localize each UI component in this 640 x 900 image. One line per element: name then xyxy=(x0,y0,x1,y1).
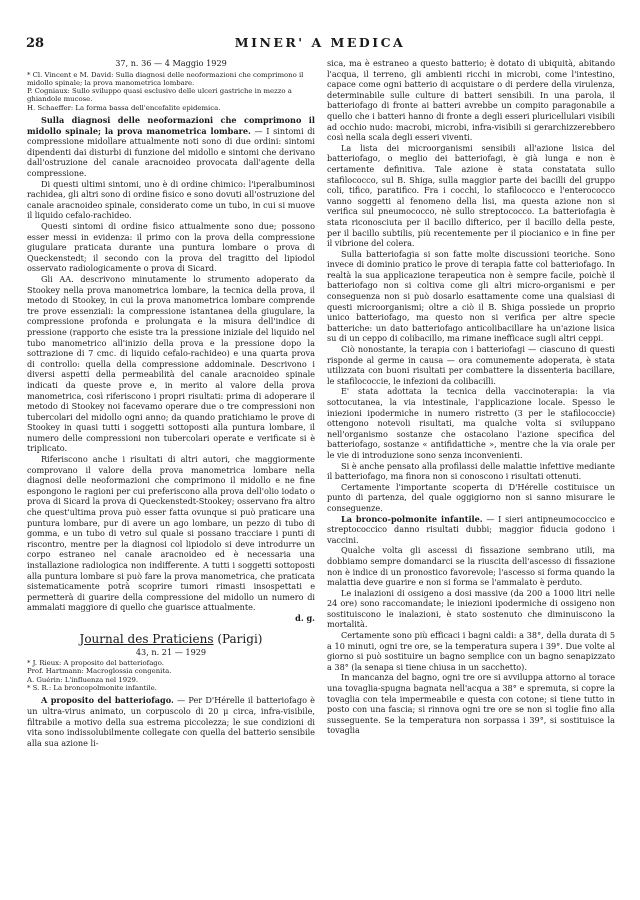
running-head: MINER' A MEDICA xyxy=(234,35,406,50)
article-paragraph: Le inalazioni di ossigeno a dosi massive (da 200 a 1000 litri nelle 24 ore) sono raccomandate; le iniezioni ipodermiche di ossigeno non sostituiscono le inalazioni, è stato sostenuto che diminuiscono la mortalità. xyxy=(327,587,615,630)
author-signature: d. g. xyxy=(295,612,315,623)
table-of-contents xyxy=(27,71,315,112)
article-text: — I sintomi di compressione midollare attualmente noti sono di due ordini: sintomi dipendenti dai disturbi di funzione del midollo e sintomi che derivano dall'ostruzione del canale aracnoideo provocata dall'agente della compressione. xyxy=(27,125,316,179)
page-number: 28 xyxy=(26,36,45,51)
contents-item: Prof. Hartmann: Macroglossia congenita. xyxy=(27,667,172,676)
article-paragraph: Qualche volta gli ascessi di fissazione sembrano utili, ma dobbiamo sempre domandarci se la riuscita dell'ascesso di fissazione non è indice di un pronostico favorevole; l'ascesso si forma quando la malattia deve guarire e non si forma se l'ammalato è perduto. xyxy=(327,545,615,588)
contents-item: * Cl. Vincent e M. David: Sulla diagnosi delle neoformazioni che comprimono il midollo spinale; la prova manometrica lombare. xyxy=(27,70,304,87)
article-paragraph: Certamente sono più efficaci i bagni caldi: a 38°, della durata di 5 a 10 minuti, ogni tre ore, se la temperatura supera i 39°. Due volte al giorno si può sostituire un bagno semplice con un bagno senapizzato a 38° (la senapa si tiene chiusa in un sacchetto). xyxy=(327,630,615,672)
journal-title xyxy=(27,632,315,646)
contents-item: P. Cogniaux: Sullo sviluppo quasi esclusivo delle ulceri gastriche in mezzo a ghiandole mucose. xyxy=(27,87,292,104)
article-paragraph: Di questi ultimi sintomi, uno è di ordine chimico: l'iperalbuminosi rachidea, gli altri sono di ordine fisico e sono dovuti all'ostruzione del canale aracnoideo spinale, considerato come un tubo, in cui si muove il liquido cefalo-rachideo. xyxy=(27,178,315,221)
issue-line: 37, n. 36 — 4 Maggio 1929 xyxy=(115,58,227,68)
article-paragraph xyxy=(27,695,315,748)
article-heading: Sulla diagnosi delle neoformazioni che comprimono il midollo spinale; la prova manometrica lombare. xyxy=(27,115,315,136)
left-column xyxy=(27,58,315,748)
contents-item: * S. R.: La broncopolmonite infantile. xyxy=(27,684,157,693)
right-column xyxy=(327,58,615,736)
article-paragraph xyxy=(27,115,315,179)
article-text: — Per D'Hérelle il batteriofago è un ultra-virus animato, un corpuscolo di 20 μ circa, infra-visibile, filtrabile a motivo della sua estrema piccolezza; le sue condizioni di vita sono indissolubilmente collegate con quella del batterio sensibile alla sua azione li- xyxy=(27,695,315,748)
article-paragraph xyxy=(327,514,615,546)
article-paragraph: In mancanza del bagno, ogni tre ore si avviluppa attorno al torace una tovaglia-spugna bagnata nell'acqua a 38° e spremuta, si copre la tovaglia con tela impermeabile e questa con cotone; si tiene tutto in posto con una fascia; si rinnova ogni tre ore se non si toglie fino alla susseguente. Se la temperatura non sorpassa i 39°, si sostituisce la tovaglia xyxy=(327,672,615,736)
article-paragraph: Si è anche pensato alla profilassi delle malattie infettive mediante il batteriofago, ma finora non si conoscono i risultati ottenuti. xyxy=(327,460,615,482)
article-paragraph: Riferiscono anche i risultati di altri autori, che maggiormente comprovano il valore della prova manometrica lombare nella diagnosi delle neoformazioni che comprimono il midollo e ne fine espongono le ragioni per cui preferiscono alla prova dell'olio iodato o prova di Sicard la prova di Queckenstedt-Stookey; osservano fra altro che quest'ultima prova può esser fatta ovunque si può praticare una puntura lombare, pur di avere un ago lombare, un pezzo di tubo di gomma, e un tubo di vetro sul quale si possano tracciare i punti di riscontro, mentre per la diagnosi col lipiodolo si deve introdurre un corpo estraneo nel canale aracnoideo ed è necessaria una installazione radiologica non indifferente. A tutti i soggetti sottoposti alla puntura lombare si può fare la prova manometrica, che praticata sistematicamente potrà scoprire tumori rimasti insospettati e permetterà di guarire della compressione del midollo un numero di ammalati maggiore di quello che guarisce attualmente. xyxy=(27,454,315,613)
article-paragraph: Questi sintomi di ordine fisico attualmente sono due; possono esser messi in evidenza: il primo con la prova della compressione giugulare praticata durante una puntura lombare o prova di Queckenstedt; il secondo con la prova del tragitto del lipiodol osservato radiologicamente o prova di Sicard. xyxy=(27,221,315,274)
journal-name: Journal des Praticiens xyxy=(79,631,214,646)
contents-item: * J. Rieux: A proposito del batteriofago. xyxy=(27,659,164,668)
article-paragraph: sica, ma è estraneo a questo batterio; è dotato di ubiquità, abitando l'acqua, il terreno, gli ambienti ricchi in microbi, come l'intestino, capace come ogni batterio di acquistare o di perdere della virulenza, determinabile sulle culture di batteri sensibili. In una parola, il batteriofago di fronte ai batteri avrebbe un compito paragonabile a quello che i batteri hanno di fronte a degli esseri pluricellulari visibili ad occhio nudo: macrobi, microbi, infra-visibili si gerarchizzerebbero così nella scala degli esseri viventi. xyxy=(327,58,615,143)
article-paragraph: Sulla batteriofagia si son fatte molte discussioni teoriche. Sono invece di dominio pratico le prove di terapia fatte col batteriofago. In realtà la sua applicazione terapeutica non è sempre facile, poichè il batteriofago non si coltiva come gli altri micro-organismi e per conseguenza non si può dosarlo esattamente come una qualsiasi di questi microorganismi; oltre a ciò il B. Shiga possiede un proprio unico batteriofago, ma questo non si verifica per altre specie batteriche: un dato batteriofago anticolibacillare ha un'azione lisica su di un ceppo di colibacillo, ma rimane inefficace sugli altri ceppi. xyxy=(327,248,615,344)
article-heading: A proposito del batteriofago. xyxy=(41,695,174,706)
table-of-contents xyxy=(27,659,315,692)
issue-line: 43, n. 21 — 1929 xyxy=(135,646,207,657)
article-paragraph: E' stata adottata la tecnica della vaccinoterapia: la via sottocutanea, la via intestinale, l'applicazione locale. Spesso le iniezioni ipodermiche in numero ristretto (3 per le stafilococcie) ottengono notevoli risultati, ma qualche volta si sviluppano nell'organismo sostanze che ostacolano l'azione specifica del batteriofago, sostanze « antifidattiche », mentre che la via orale per le vie di introduzione sono senza inconvenienti. xyxy=(327,386,615,460)
article-paragraph: Certamente l'importante scoperta di D'Hérelle costituisce un punto di partenza, del quale oggigiorno non si sanno misurare le conseguenze. xyxy=(327,481,615,513)
article-text: — I sieri antipneumococcico e streptococcico danno risultati dubbi; maggior fiducia godono i vaccini. xyxy=(327,513,615,545)
contents-item: A. Guérin: L'influenza nel 1929. xyxy=(27,675,139,684)
article-paragraph: Ciò nonostante, la terapia con i batteriofagi — ciascuno di questi risponde al germe in causa — ora comunemente adoperata, è stata utilizzata con buoni risultati per combattere la dissenteria bacillare, le stafilococcie, le infezioni da colibacilli. xyxy=(327,344,615,386)
article-heading: La bronco-polmonite infantile. xyxy=(341,513,483,524)
article-paragraph: Gli AA. descrivono minutamente lo strumento adoperato da Stookey nella prova manometrica lombare, la tecnica della prova, il metodo di Stookey, in cui la prova manometrica lombare comprende tre prove essenziali: la compressione istantanea della giugulare, la compressione profonda e prolungata e la misura dell'indice di pressione (rapporto che esiste tra la pressione iniziale del liquido nel tubo manometrico all'inizio della prova e la pressione dopo la sottrazione di 7 cmc. di liquido cefalo-rachideo) e una quarta prova di controllo: quella della compressione addominale. Descrivono i diversi aspetti della permeabilità del canale aracnoideo spinale indicati da queste prove e, in merito al valore della prova manometrica, così riferiscono i propri risultati: prima di adoperare il metodo di Stookey noi facevamo operare due o tre compressioni non tubercolari del midollo ogni anno; da quando pratichiamo le prove di Stookey in quasi tutti i soggetti sottoposti alla puntura lombare, il numero delle compressioni non tubercolari operate e verificate si è triplicato. xyxy=(27,273,315,454)
contents-item: H. Schaeffer: La forma bassa dell'encefalite epidemica. xyxy=(27,103,221,112)
journal-city: (Parigi) xyxy=(217,631,263,646)
article-paragraph: La lista dei microorganismi sensibili all'azione lisica del batteriofago, o meglio dei batteriofagi, è già lunga e non è certamente definitiva. Tale azione è stata constatata sullo stafilococco, sul B. Shiga, sulla maggior parte dei bacilli del gruppo coli, tifico, paratifico. Fra i cocchi, lo stafilococco e l'enterococco vanno soggetti al fenomeno della lisi, ma questa azione non si verifica sul pneumococco, nè sullo streptococco. La batteriofagia è stata riconosciuta per il bacillo difterico, per il bacillo della peste, per il bacillo subtilis, più recentemente per il piocianico e in fine per il vibrione del colera. xyxy=(327,142,615,249)
